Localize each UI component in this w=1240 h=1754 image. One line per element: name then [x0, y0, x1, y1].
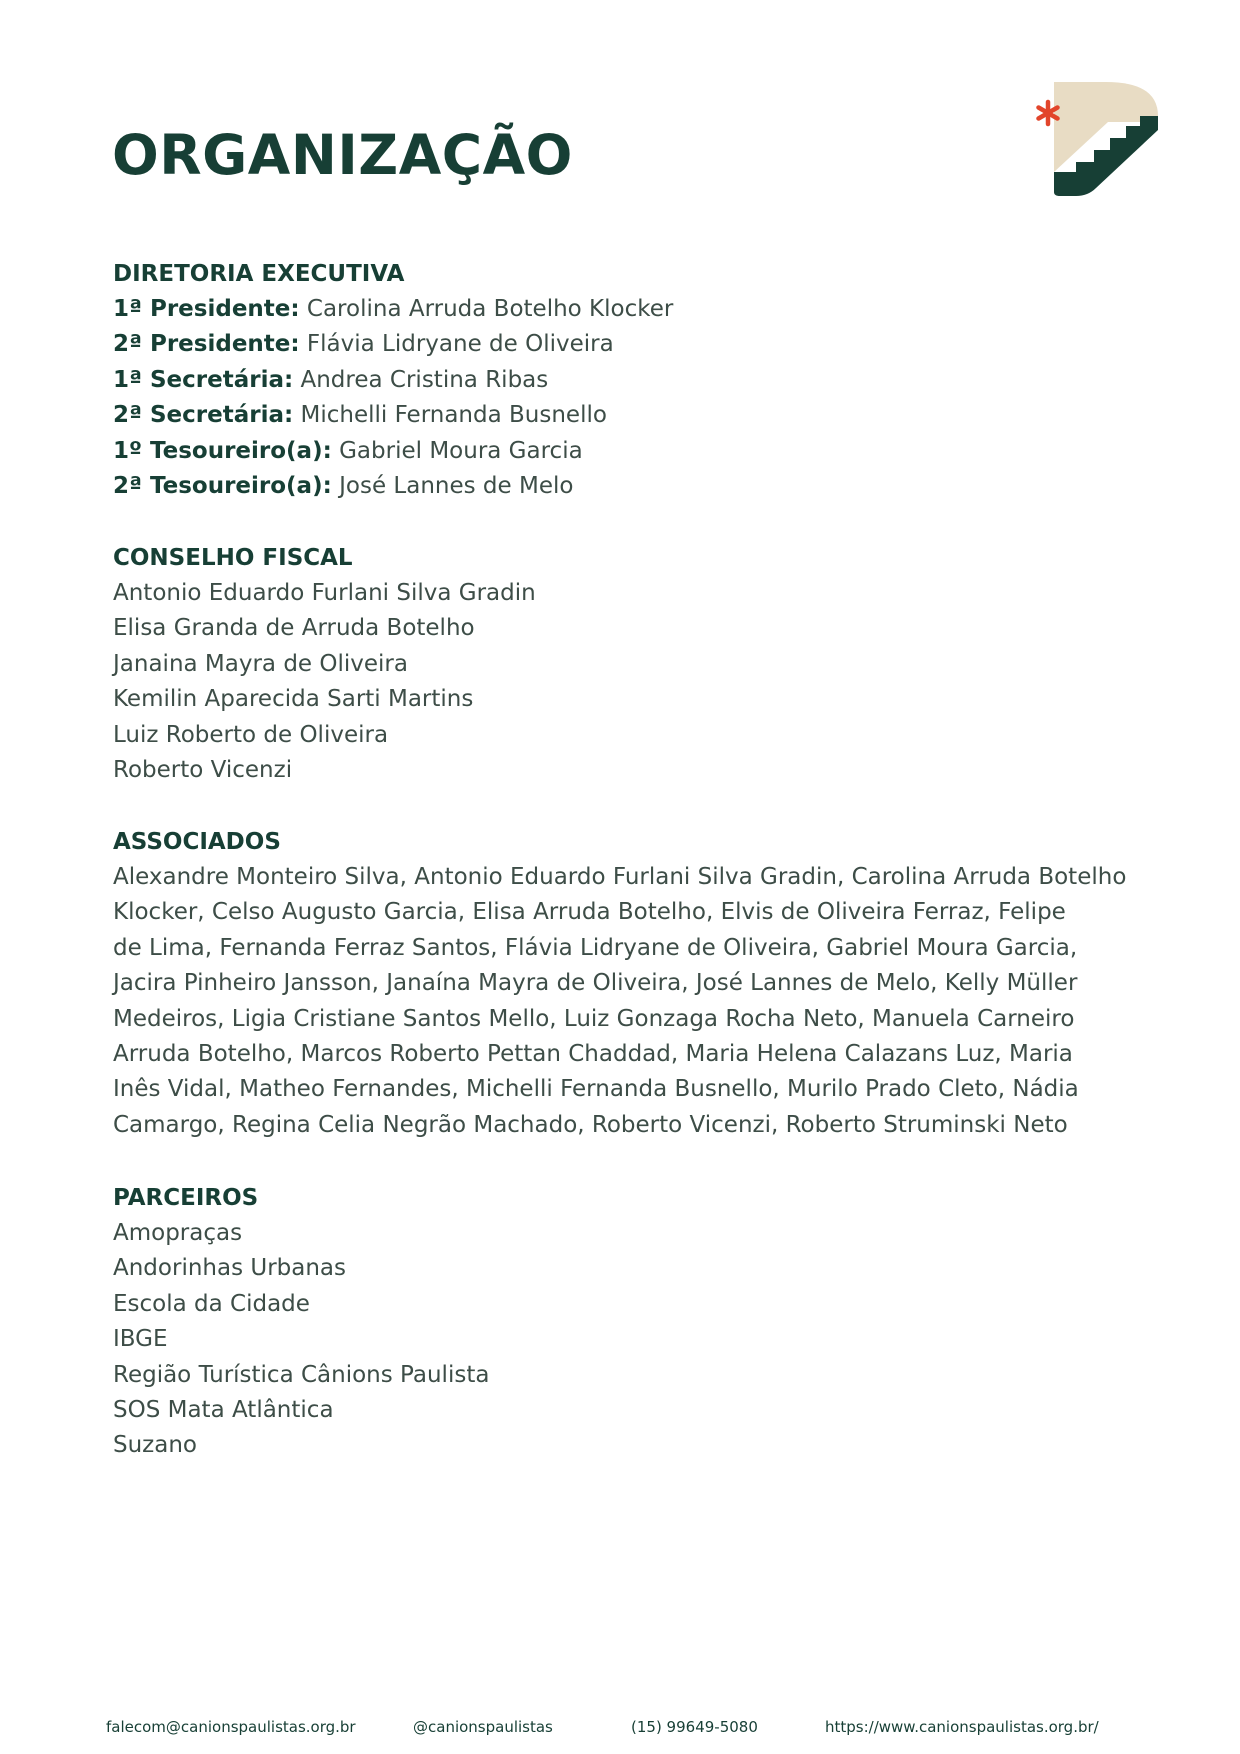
section-diretoria-executiva	[113, 256, 1123, 504]
section-conselho-fiscal	[113, 540, 1123, 788]
member-name: Carolina Arruda Botelho Klocker	[306, 296, 674, 322]
list-item: Escola da Cidade	[113, 1290, 310, 1317]
member-name: José Lannes de Melo	[339, 473, 574, 500]
member-role: 2ª Presidente:	[113, 331, 300, 358]
member-line	[113, 469, 1123, 504]
section-heading: PARCEIROS	[113, 1185, 259, 1211]
list-item: Elisa Granda de Arruda Botelho	[113, 615, 475, 642]
paragraph-line: Camargo, Regina Celia Negrão Machado, Roberto Vicenzi, Roberto Struminski Neto	[113, 1111, 1068, 1138]
member-name: Gabriel Moura Garcia	[339, 437, 583, 464]
page-title: ORGANIZAÇÃO	[112, 123, 573, 187]
paragraph-line: Medeiros, Ligia Cristiane Santos Mello, Luiz Gonzaga Rocha Neto, Manuela Carneiro	[113, 1005, 1075, 1032]
list-item: Antonio Eduardo Furlani Silva Gradin	[113, 580, 536, 606]
list-item: Janaina Mayra de Oliveira	[113, 650, 408, 677]
list-item: Roberto Vicenzi	[113, 757, 293, 784]
paragraph-line: Klocker, Celso Augusto Garcia, Elisa Arruda Botelho, Elvis de Oliveira Ferraz, Felipe	[113, 899, 1066, 926]
list-item: Kemilin Aparecida Sarti Martins	[113, 686, 474, 713]
list-item: Região Turística Cânions Paulista	[113, 1361, 490, 1388]
section-heading: DIRETORIA EXECUTIVA	[113, 261, 405, 287]
paragraph-line: Alexandre Monteiro Silva, Antonio Eduardo Furlani Silva Gradin, Carolina Arruda Botelho	[113, 864, 1127, 890]
paragraph-line: Arruda Botelho, Marcos Roberto Pettan Chaddad, Maria Helena Calazans Luz, Maria	[113, 1041, 1073, 1068]
member-line	[113, 398, 1123, 433]
member-role: 1ª Secretária:	[113, 366, 294, 393]
member-line	[113, 292, 1123, 327]
footer-social-handle[interactable]: @canionspaulistas	[413, 1718, 553, 1736]
member-role: 1ª Presidente:	[113, 296, 300, 322]
paragraph-line: Inês Vidal, Matheo Fernandes, Michelli Fernanda Busnello, Murilo Prado Cleto, Nádia	[113, 1076, 1079, 1103]
paragraph-line: Jacira Pinheiro Jansson, Janaína Mayra de Oliveira, José Lannes de Melo, Kelly Müller	[113, 970, 1078, 997]
section-heading: ASSOCIADOS	[113, 829, 281, 855]
canions-paulistas-logo	[1036, 80, 1160, 198]
footer	[0, 1718, 1240, 1742]
member-role: 2ª Secretária:	[113, 402, 294, 429]
list-item: Andorinhas Urbanas	[113, 1255, 347, 1282]
section-associados	[113, 824, 1127, 1143]
list-item: SOS Mata Atlântica	[113, 1397, 334, 1424]
member-name: Michelli Fernanda Busnello	[300, 402, 607, 429]
paragraph-line: de Lima, Fernanda Ferraz Santos, Flávia Lidryane de Oliveira, Gabriel Moura Garcia,	[113, 934, 1078, 961]
member-name: Flávia Lidryane de Oliveira	[306, 331, 614, 358]
member-line	[113, 363, 1123, 398]
footer-phone[interactable]: (15) 99649-5080	[631, 1718, 758, 1736]
section-heading: CONSELHO FISCAL	[113, 545, 353, 571]
section-parceiros	[113, 1180, 1123, 1464]
member-name: Andrea Cristina Ribas	[300, 366, 549, 393]
list-item: Luiz Roberto de Oliveira	[113, 721, 389, 748]
member-line	[113, 434, 1123, 469]
list-item: Amopraças	[113, 1220, 243, 1246]
list-item: IBGE	[113, 1326, 168, 1353]
member-role: 1º Tesoureiro(a):	[113, 437, 332, 464]
list-item: Suzano	[113, 1432, 197, 1459]
member-line	[113, 327, 1123, 362]
member-role: 2ª Tesoureiro(a):	[113, 473, 332, 500]
footer-email[interactable]: falecom@canionspaulistas.org.br	[106, 1718, 356, 1736]
footer-website[interactable]: https://www.canionspaulistas.org.br/	[825, 1718, 1099, 1736]
